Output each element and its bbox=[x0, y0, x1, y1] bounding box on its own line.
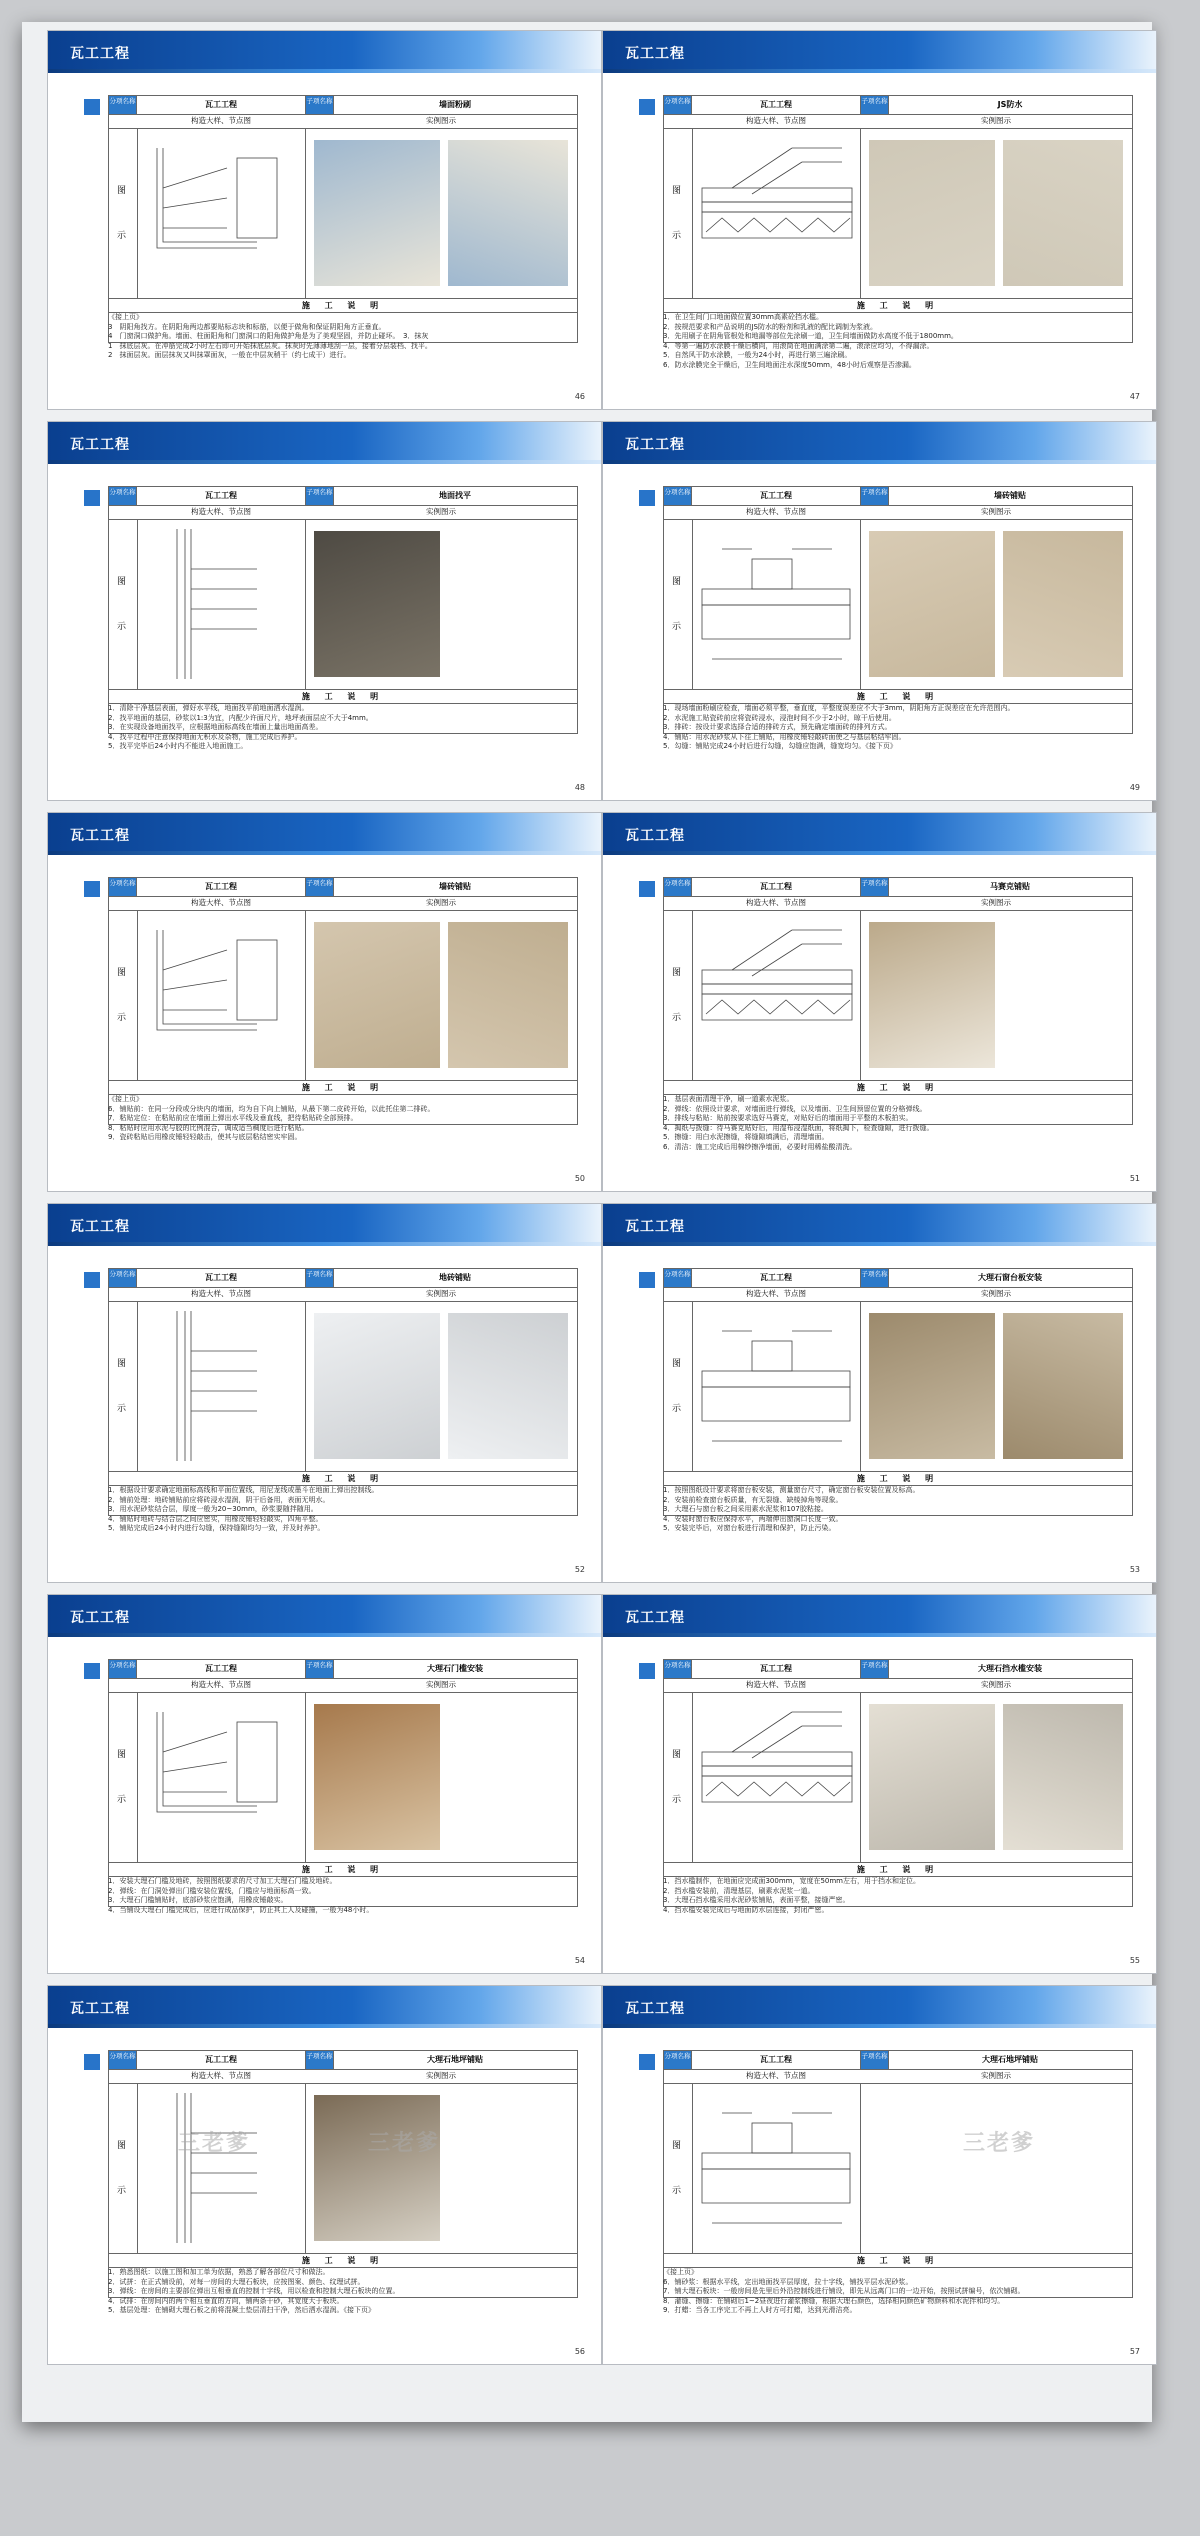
example-photo bbox=[448, 140, 568, 286]
page-header bbox=[603, 813, 1156, 855]
zixiang-label: 子项名称 bbox=[306, 2051, 334, 2069]
header-title: 瓦工工程 bbox=[70, 2001, 130, 2017]
construction-drawing bbox=[692, 519, 861, 689]
subproject-name: 瓦工工程 bbox=[137, 1269, 306, 1287]
example-label: 实例图示 bbox=[981, 1680, 1011, 1689]
construction-notes-heading: 施 工 说 明 bbox=[664, 1080, 1132, 1095]
shi-label: 示 bbox=[117, 1795, 127, 1805]
construction-notes-text: 《接上页》 6．铺砂浆：根据水平线，定出地面找平层厚度，拉十字线，铺找平层水泥砂浆。 7．铺大理石板块：一般房间是先里后外沿控制线进行铺设，即先从远离门口的一边开始，按照试拼编号，依次铺砌。 8．灌缝、擦缝：在铺砌后1~2昼夜进行灌浆擦缝，根据大理石颜色，选择相同颜色矿物颜料和水泥拌和均匀。 9．打蜡：当各工序完工不再上人时方可打蜡，达到光滑洁亮。 bbox=[663, 2268, 1025, 2314]
page-header bbox=[48, 422, 601, 464]
item-name: 大理石地坪铺贴 bbox=[427, 2055, 483, 2064]
table-header-row bbox=[664, 1269, 1132, 1288]
example-photo bbox=[1003, 531, 1123, 677]
figure-label-column bbox=[664, 2083, 693, 2253]
fenxiang-label: 分项名称 bbox=[109, 878, 137, 896]
fenxiang-label: 分项名称 bbox=[109, 1660, 137, 1678]
page-53 bbox=[602, 1203, 1157, 1583]
item-name: 大理石挡水槛安装 bbox=[978, 1664, 1042, 1673]
header-title: 瓦工工程 bbox=[625, 828, 685, 844]
example-photo bbox=[448, 1313, 568, 1459]
construction-table bbox=[108, 2050, 578, 2298]
construction-table bbox=[108, 486, 578, 734]
fenxiang-label: 分项名称 bbox=[109, 96, 137, 114]
example-photo bbox=[869, 922, 995, 1068]
header-title: 瓦工工程 bbox=[70, 46, 130, 62]
construction-notes-text: 1．清除干净基层表面，弹好水平线，地面找平前地面洒水湿润。 2．找平地面的基层，砂浆以1:3为宜，内配少许面尺片，地坪表面层应不大于4mm。 3．在实现设备地面找平，应根据地面标高线在墙面上量出地面高差。 4．找平过程中注意保持地面无积水及杂物，施工完成后养护。 5．找平完毕后24小时内不能进入地面施工。 bbox=[108, 704, 373, 750]
construction-notes-text: 1．基层表面清理干净，刷一道素水泥浆。 2．弹线：依照设计要求，对墙面进行弹线，以及墙面、卫生间预留位置的分格弹线。 3．排线与粘贴：贴前按要求选好马赛克，对贴好后的墙面用于平整的木板拍实。 4．揭纸与拨缝：待马赛克贴好后，用湿布浸湿纸面，将纸揭下，检查缝隙，进行拨缝。 5．擦缝：用白水泥擦缝，将缝隙填满后，清理墙面。 6．清洁：施工完成后用棉纱擦净墙面，必要时用稀盐酸清洗。 bbox=[663, 1095, 934, 1151]
construction-notes-text: 1．现场墙面粉刷应检查，墙面必须平整，垂直度，平整度误差应不大于3mm，阴阳角方正误差应在允许范围内。 2．水泥施工贴瓷砖前应将瓷砖浸水，浸泡时间不少于2小时，晾干后使用。 3．排砖：按设计要求选择合适的排砖方式，预先确定墙面砖的排列方式。 4．铺贴：用水泥砂浆从下往上铺贴，用橡皮锤轻敲砖面使之与基层粘结牢固。 5．勾缝：铺贴完成24小时后进行勾缝，勾缝应饱满，缝宽均匀。《接下页》 bbox=[663, 704, 1015, 750]
figure-label-column bbox=[109, 1301, 138, 1471]
construction-notes-heading: 施 工 说 明 bbox=[109, 2253, 577, 2268]
table-subheader-row bbox=[109, 2069, 577, 2084]
example-photos bbox=[306, 1301, 576, 1471]
table-header-row bbox=[664, 487, 1132, 506]
subproject-name: 瓦工工程 bbox=[137, 96, 306, 114]
item-name: 马赛克铺贴 bbox=[990, 882, 1030, 891]
page-number: 51 bbox=[1129, 1174, 1140, 1183]
zixiang-label: 子项名称 bbox=[306, 487, 334, 505]
shi-label: 示 bbox=[117, 622, 127, 632]
header-title: 瓦工工程 bbox=[625, 437, 685, 453]
page-number: 53 bbox=[1129, 1565, 1140, 1574]
zixiang-label: 子项名称 bbox=[861, 1660, 889, 1678]
shi-label: 示 bbox=[672, 1404, 682, 1414]
example-photo bbox=[314, 922, 440, 1068]
page-48 bbox=[47, 421, 602, 801]
example-photos bbox=[861, 128, 1131, 298]
document-sheet bbox=[22, 22, 1152, 2422]
table-header-row bbox=[109, 1660, 577, 1679]
table-subheader-row bbox=[109, 1678, 577, 1693]
figure-label-column bbox=[109, 1692, 138, 1862]
fenxiang-label: 分项名称 bbox=[109, 1269, 137, 1287]
example-label: 实例图示 bbox=[981, 2071, 1011, 2080]
page-51 bbox=[602, 812, 1157, 1192]
page-header bbox=[48, 31, 601, 73]
page-header bbox=[603, 1986, 1156, 2028]
page-number: 47 bbox=[1129, 392, 1140, 401]
header-title: 瓦工工程 bbox=[70, 828, 130, 844]
page-56 bbox=[47, 1985, 602, 2365]
zixiang-label: 子项名称 bbox=[306, 878, 334, 896]
fenxiang-label: 分项名称 bbox=[664, 487, 692, 505]
construction-table bbox=[663, 486, 1133, 734]
detail-label: 构造大样、节点图 bbox=[746, 2071, 806, 2080]
construction-table bbox=[663, 877, 1133, 1125]
zixiang-label: 子项名称 bbox=[306, 96, 334, 114]
construction-notes-text: 1．根据设计要求确定地面标高线和平面位置线，用尼龙线或墨斗在地面上弹出控制线。 2．铺前处理：地砖铺贴前应将砖浸水湿润，阴干后备用，表面无明水。 3．用水泥砂浆结合层，厚度一般为20~30mm，砂浆要随拌随用。 4．铺贴时地砖与结合层之间应密实，用橡皮锤轻轻敲实，四角平整。 5．铺贴完成后24小时内进行勾缝，保持缝隙均匀一致，并及时养护。 bbox=[108, 1486, 379, 1532]
figure-label-column bbox=[664, 910, 693, 1080]
page-header bbox=[603, 31, 1156, 73]
construction-notes-heading: 施 工 说 明 bbox=[664, 1862, 1132, 1877]
shi-label: 示 bbox=[672, 2186, 682, 2196]
example-photos bbox=[306, 519, 576, 689]
blue-square-marker bbox=[639, 1663, 655, 1679]
table-header-row bbox=[109, 96, 577, 115]
page-50 bbox=[47, 812, 602, 1192]
blue-square-marker bbox=[639, 2054, 655, 2070]
header-title: 瓦工工程 bbox=[70, 1219, 130, 1235]
page-46 bbox=[47, 30, 602, 410]
example-photos bbox=[306, 910, 576, 1080]
zixiang-label: 子项名称 bbox=[861, 487, 889, 505]
detail-label: 构造大样、节点图 bbox=[191, 898, 251, 907]
example-photo bbox=[869, 1704, 995, 1850]
zixiang-label: 子项名称 bbox=[306, 1269, 334, 1287]
header-title: 瓦工工程 bbox=[625, 2001, 685, 2017]
construction-table bbox=[663, 2050, 1133, 2298]
example-photos bbox=[861, 1692, 1131, 1862]
subproject-name: 瓦工工程 bbox=[692, 2051, 861, 2069]
page-number: 57 bbox=[1129, 2347, 1140, 2356]
table-subheader-row bbox=[664, 114, 1132, 129]
item-name: JS防水 bbox=[997, 100, 1023, 109]
fenxiang-label: 分项名称 bbox=[109, 2051, 137, 2069]
table-header-row bbox=[664, 96, 1132, 115]
watermark-logo: 三老爹 bbox=[963, 2131, 1036, 2156]
example-photos bbox=[861, 910, 1131, 1080]
page-49 bbox=[602, 421, 1157, 801]
page-header bbox=[48, 1204, 601, 1246]
detail-label: 构造大样、节点图 bbox=[746, 507, 806, 516]
fenxiang-label: 分项名称 bbox=[664, 1660, 692, 1678]
table-subheader-row bbox=[109, 1287, 577, 1302]
item-name: 墙面粉刷 bbox=[439, 100, 471, 109]
table-header-row bbox=[109, 878, 577, 897]
page-header bbox=[48, 1986, 601, 2028]
table-header-row bbox=[109, 487, 577, 506]
tu-label: 图 bbox=[672, 577, 682, 587]
page-header bbox=[603, 1595, 1156, 1637]
construction-notes-heading: 施 工 说 明 bbox=[109, 689, 577, 704]
example-photos bbox=[861, 2083, 1131, 2253]
example-label: 实例图示 bbox=[981, 507, 1011, 516]
page-number: 50 bbox=[574, 1174, 585, 1183]
page-header bbox=[48, 813, 601, 855]
example-photos bbox=[861, 1301, 1131, 1471]
example-photo bbox=[314, 1313, 440, 1459]
tu-label: 图 bbox=[672, 2141, 682, 2151]
construction-table bbox=[108, 1268, 578, 1516]
construction-drawing bbox=[137, 128, 306, 298]
blue-square-marker bbox=[84, 99, 100, 115]
blue-square-marker bbox=[639, 99, 655, 115]
item-name: 大理石门槛安装 bbox=[427, 1664, 483, 1673]
construction-drawing bbox=[692, 1301, 861, 1471]
page-number: 56 bbox=[574, 2347, 585, 2356]
table-header-row bbox=[109, 2051, 577, 2070]
page-header bbox=[603, 422, 1156, 464]
tu-label: 图 bbox=[117, 186, 127, 196]
tu-label: 图 bbox=[672, 1359, 682, 1369]
example-label: 实例图示 bbox=[981, 898, 1011, 907]
example-photo bbox=[869, 2095, 995, 2241]
fenxiang-label: 分项名称 bbox=[664, 1269, 692, 1287]
page-number: 52 bbox=[574, 1565, 585, 1574]
example-photo bbox=[314, 2095, 440, 2241]
construction-drawing bbox=[692, 128, 861, 298]
example-photo bbox=[869, 1313, 995, 1459]
page-header bbox=[48, 1595, 601, 1637]
example-photo bbox=[1003, 1313, 1123, 1459]
page-55 bbox=[602, 1594, 1157, 1974]
example-label: 实例图示 bbox=[981, 116, 1011, 125]
tu-label: 图 bbox=[672, 1750, 682, 1760]
tu-label: 图 bbox=[117, 968, 127, 978]
construction-notes-text: 1．熟悉图纸：以施工图和加工单为依据，熟悉了解各部位尺寸和做法。 2．试拼：在正式铺设前，对每一房间的大理石板块，应按图案、颜色、纹理试拼。 3．弹线：在房间的主要部位弹出互相垂直的控制十字线，用以检查和控制大理石板块的位置。 4．试排：在房间内的两个相互垂直的方向，铺两条干砂，其宽度大于板块。 5．基层处理：在铺砌大理石板之前将混凝土垫层清扫干净，然后洒水湿润。《接下页》 bbox=[108, 2268, 400, 2314]
example-photo bbox=[869, 140, 995, 286]
zixiang-label: 子项名称 bbox=[861, 2051, 889, 2069]
zixiang-label: 子项名称 bbox=[861, 96, 889, 114]
example-label: 实例图示 bbox=[426, 1680, 456, 1689]
subproject-name: 瓦工工程 bbox=[137, 487, 306, 505]
subproject-name: 瓦工工程 bbox=[692, 1660, 861, 1678]
page-number: 54 bbox=[574, 1956, 585, 1965]
shi-label: 示 bbox=[672, 1795, 682, 1805]
construction-notes-text: 1．按照图纸设计要求将窗台板安装，测量窗台尺寸，确定窗台板安装位置及标高。 2．安装前检查窗台板质量，有无裂缝、缺棱掉角等现象。 3．大理石与窗台板之间采用素水泥浆和107胶粘接。 4．安装时窗台板应保持水平，两端伸出窗洞口长度一致。 5．安装完毕后，对窗台板进行清理和保护，防止污染。 bbox=[663, 1486, 920, 1532]
zixiang-label: 子项名称 bbox=[861, 1269, 889, 1287]
table-subheader-row bbox=[664, 2069, 1132, 2084]
detail-label: 构造大样、节点图 bbox=[191, 116, 251, 125]
construction-notes-heading: 施 工 说 明 bbox=[664, 2253, 1132, 2268]
example-label: 实例图示 bbox=[426, 507, 456, 516]
table-subheader-row bbox=[109, 114, 577, 129]
blue-square-marker bbox=[84, 1663, 100, 1679]
example-label: 实例图示 bbox=[426, 1289, 456, 1298]
construction-notes-heading: 施 工 说 明 bbox=[109, 1080, 577, 1095]
table-header-row bbox=[664, 1660, 1132, 1679]
construction-drawing bbox=[137, 2083, 306, 2253]
construction-notes-heading: 施 工 说 明 bbox=[109, 298, 577, 313]
fenxiang-label: 分项名称 bbox=[109, 487, 137, 505]
table-subheader-row bbox=[664, 505, 1132, 520]
table-subheader-row bbox=[109, 505, 577, 520]
page-number: 55 bbox=[1129, 1956, 1140, 1965]
construction-notes-heading: 施 工 说 明 bbox=[664, 298, 1132, 313]
table-subheader-row bbox=[664, 1678, 1132, 1693]
detail-label: 构造大样、节点图 bbox=[746, 1289, 806, 1298]
item-name: 大理石地坪铺贴 bbox=[982, 2055, 1038, 2064]
figure-label-column bbox=[109, 910, 138, 1080]
table-header-row bbox=[664, 2051, 1132, 2070]
fenxiang-label: 分项名称 bbox=[664, 878, 692, 896]
example-label: 实例图示 bbox=[981, 1289, 1011, 1298]
tu-label: 图 bbox=[117, 2141, 127, 2151]
construction-drawing bbox=[692, 910, 861, 1080]
blue-square-marker bbox=[84, 881, 100, 897]
blue-square-marker bbox=[84, 1272, 100, 1288]
page-47 bbox=[602, 30, 1157, 410]
header-title: 瓦工工程 bbox=[625, 1219, 685, 1235]
example-photo bbox=[448, 922, 568, 1068]
header-title: 瓦工工程 bbox=[625, 1610, 685, 1626]
table-header-row bbox=[664, 878, 1132, 897]
example-label: 实例图示 bbox=[426, 2071, 456, 2080]
tu-label: 图 bbox=[117, 1750, 127, 1760]
tu-label: 图 bbox=[672, 968, 682, 978]
blue-square-marker bbox=[84, 2054, 100, 2070]
shi-label: 示 bbox=[117, 1404, 127, 1414]
blue-square-marker bbox=[639, 881, 655, 897]
construction-drawing bbox=[137, 1301, 306, 1471]
page-number: 46 bbox=[574, 392, 585, 401]
figure-label-column bbox=[109, 2083, 138, 2253]
example-label: 实例图示 bbox=[426, 898, 456, 907]
shi-label: 示 bbox=[672, 1013, 682, 1023]
blue-square-marker bbox=[639, 1272, 655, 1288]
blue-square-marker bbox=[84, 490, 100, 506]
zixiang-label: 子项名称 bbox=[861, 878, 889, 896]
page-number: 48 bbox=[574, 783, 585, 792]
shi-label: 示 bbox=[117, 2186, 127, 2196]
page-52 bbox=[47, 1203, 602, 1583]
fenxiang-label: 分项名称 bbox=[664, 2051, 692, 2069]
detail-label: 构造大样、节点图 bbox=[746, 116, 806, 125]
item-name: 地面找平 bbox=[439, 491, 471, 500]
figure-label-column bbox=[664, 1301, 693, 1471]
detail-label: 构造大样、节点图 bbox=[191, 2071, 251, 2080]
header-title: 瓦工工程 bbox=[625, 46, 685, 62]
item-name: 大理石窗台板安装 bbox=[978, 1273, 1042, 1282]
item-name: 墙砖铺贴 bbox=[439, 882, 471, 891]
table-header-row bbox=[109, 1269, 577, 1288]
construction-notes-text: 《接上页》 3 阴阳角找方。在阴阳角两边都要贴标志块和标筋，以便于做角和保证阴阳角方正垂直。 4 门窗洞口做护角。墙面、柱面阳角和门窗洞口的阳角做护角是为了美观坚固，并防止碰坏。 3．抹灰 1 抹底层灰。在冲筋完成2小时左右即可开始抹底层灰。抹灰时先薄薄地刮一层，接着分层装档、找平。 2 抹面层灰。面层抹灰又叫抹罩面灰，一般在中层灰稍干（约七成干）进行。 bbox=[108, 313, 432, 359]
example-photos bbox=[861, 519, 1131, 689]
figure-label-column bbox=[664, 519, 693, 689]
table-subheader-row bbox=[664, 1287, 1132, 1302]
shi-label: 示 bbox=[117, 1013, 127, 1023]
construction-notes-text: 《接上页》 6．铺贴前：在同一分段或分块内的墙面，均为自下向上铺贴，从最下第二皮砖开始，以此托住第二排砖。 7．粘贴定位：在粘贴前应在墙面上弹出水平线及垂直线，把待粘贴砖全部预排。 8．粘贴时应用水泥与胶的比例混合，调成适当稠度后进行粘贴。 9．瓷砖粘贴后用橡皮锤轻轻敲击，使其与底层粘结密实牢固。 bbox=[108, 1095, 435, 1141]
subproject-name: 瓦工工程 bbox=[137, 878, 306, 896]
example-photo bbox=[314, 531, 440, 677]
construction-notes-heading: 施 工 说 明 bbox=[664, 689, 1132, 704]
example-label: 实例图示 bbox=[426, 116, 456, 125]
example-photos bbox=[306, 128, 576, 298]
detail-label: 构造大样、节点图 bbox=[746, 898, 806, 907]
detail-label: 构造大样、节点图 bbox=[746, 1680, 806, 1689]
tu-label: 图 bbox=[117, 577, 127, 587]
figure-label-column bbox=[664, 128, 693, 298]
figure-label-column bbox=[664, 1692, 693, 1862]
fenxiang-label: 分项名称 bbox=[664, 96, 692, 114]
construction-drawing bbox=[692, 1692, 861, 1862]
table-subheader-row bbox=[664, 896, 1132, 911]
example-photos bbox=[306, 1692, 576, 1862]
detail-label: 构造大样、节点图 bbox=[191, 1680, 251, 1689]
construction-notes-text: 1．在卫生间门口地面做位置30mm高素砼挡水槛。 2．按规范要求和产品说明的JS防水的粉剂和乳液的配比调制为浆液。 3．先用刷子在阴角管根处和地漏等部位先涂刷一道，卫生间墙面做防水高度不低于1800mm。 4．等第一遍防水涂膜干燥后横向，用滚筒在地面满涂第二遍，滚涂应均匀，不得漏涂。 5．自然风干防水涂膜，一般为24小时，再进行第三遍涂刷。 6．防水涂膜完全干燥后，卫生间地面注水深度50mm，48小时后观察是否渗漏。 bbox=[663, 313, 958, 369]
item-name: 墙砖铺贴 bbox=[994, 491, 1026, 500]
watermark-logo: 三老爹 bbox=[178, 2131, 251, 2156]
subproject-name: 瓦工工程 bbox=[692, 1269, 861, 1287]
construction-table bbox=[663, 1268, 1133, 1516]
construction-drawing bbox=[137, 910, 306, 1080]
page-number: 49 bbox=[1129, 783, 1140, 792]
construction-table bbox=[108, 95, 578, 343]
subproject-name: 瓦工工程 bbox=[137, 2051, 306, 2069]
shi-label: 示 bbox=[672, 231, 682, 241]
shi-label: 示 bbox=[117, 231, 127, 241]
example-photo bbox=[314, 1704, 440, 1850]
construction-drawing bbox=[692, 2083, 861, 2253]
tu-label: 图 bbox=[672, 186, 682, 196]
subproject-name: 瓦工工程 bbox=[692, 96, 861, 114]
construction-notes-text: 1．安装大理石门槛及地砖，按照图纸要求的尺寸加工大理石门槛及地砖。 2．弹线：在门洞处弹出门槛安装位置线，门槛应与地面标高一致。 3．大理石门槛铺贴时，底部砂浆应饱满，用橡皮锤敲实。 4．当铺设大理石门槛完成后，应进行成品保护，防止其上人及碰撞，一般为48小时。 bbox=[108, 1877, 374, 1914]
construction-table bbox=[663, 95, 1133, 343]
construction-drawing bbox=[137, 1692, 306, 1862]
subproject-name: 瓦工工程 bbox=[692, 487, 861, 505]
blue-square-marker bbox=[639, 490, 655, 506]
zixiang-label: 子项名称 bbox=[306, 1660, 334, 1678]
construction-notes-text: 1．挡水槛制作，在地面应完成面300mm，宽度在50mm左右，用于挡水和定位。 2．挡水槛安装前，清理基层，刷素水泥浆一道。 3．大理石挡水槛采用水泥砂浆铺贴，表面平整，接缝严密。 4．挡水槛安装完成后与地面防水层连接，封闭严密。 bbox=[663, 1877, 920, 1914]
construction-table bbox=[108, 877, 578, 1125]
construction-notes-heading: 施 工 说 明 bbox=[664, 1471, 1132, 1486]
subproject-name: 瓦工工程 bbox=[137, 1660, 306, 1678]
detail-label: 构造大样、节点图 bbox=[191, 507, 251, 516]
header-title: 瓦工工程 bbox=[70, 437, 130, 453]
page-header bbox=[603, 1204, 1156, 1246]
construction-drawing bbox=[137, 519, 306, 689]
example-photos bbox=[306, 2083, 576, 2253]
example-photo bbox=[1003, 140, 1123, 286]
page-54 bbox=[47, 1594, 602, 1974]
construction-notes-heading: 施 工 说 明 bbox=[109, 1862, 577, 1877]
table-subheader-row bbox=[109, 896, 577, 911]
item-name: 地砖铺贴 bbox=[439, 1273, 471, 1282]
construction-table bbox=[663, 1659, 1133, 1907]
example-photo bbox=[1003, 1704, 1123, 1850]
shi-label: 示 bbox=[672, 622, 682, 632]
header-title: 瓦工工程 bbox=[70, 1610, 130, 1626]
construction-notes-heading: 施 工 说 明 bbox=[109, 1471, 577, 1486]
figure-label-column bbox=[109, 128, 138, 298]
page-57 bbox=[602, 1985, 1157, 2365]
construction-table bbox=[108, 1659, 578, 1907]
detail-label: 构造大样、节点图 bbox=[191, 1289, 251, 1298]
example-photo bbox=[869, 531, 995, 677]
watermark-logo: 三老爹 bbox=[368, 2131, 441, 2156]
tu-label: 图 bbox=[117, 1359, 127, 1369]
subproject-name: 瓦工工程 bbox=[692, 878, 861, 896]
figure-label-column bbox=[109, 519, 138, 689]
example-photo bbox=[314, 140, 440, 286]
